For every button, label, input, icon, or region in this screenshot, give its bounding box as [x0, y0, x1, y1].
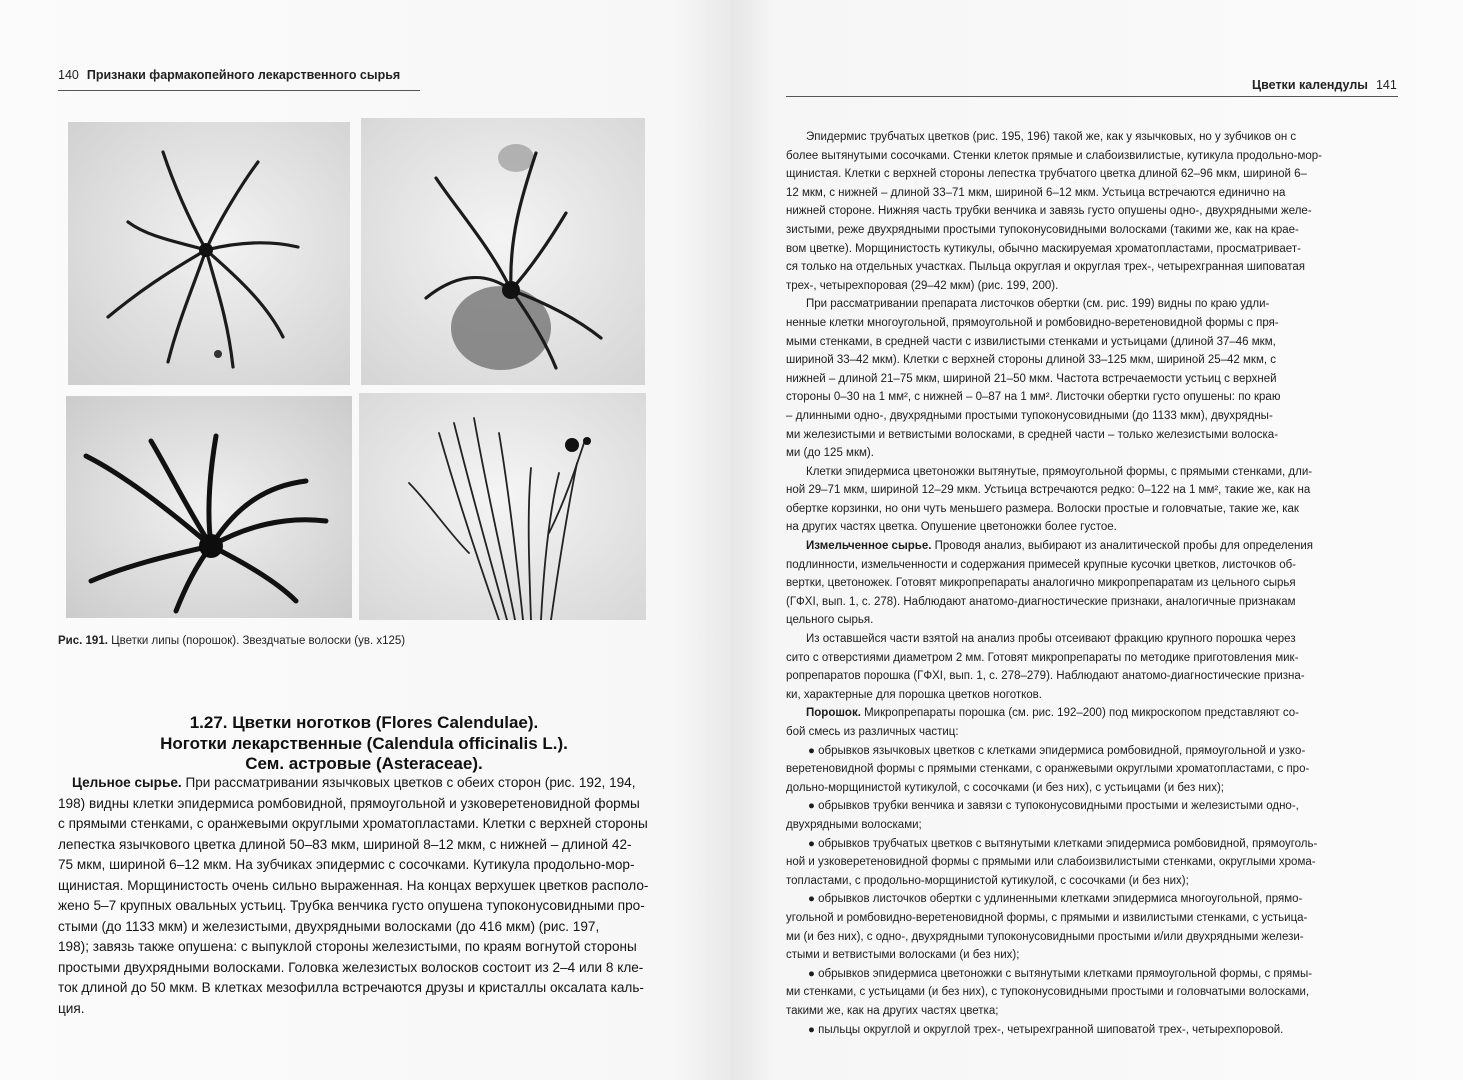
left-running-head: [58, 68, 400, 82]
line-text: стороны 0–30 на 1 мм², с нижней – 0–87 на 1 мм². Листочки обертки густо опушены: по краю: [786, 391, 1281, 404]
line-text: ● обрывков трубки венчика и завязи с тупоконусовидными простыми и железистыми одно-,: [808, 800, 1299, 813]
right-paragraph-line: [786, 742, 1398, 761]
right-header-rule: [786, 96, 1398, 97]
micrograph-star-hair-1: [68, 122, 350, 385]
line-text: При рассматривании препарата листочков обертки (см. рис. 199) видны по краю удли-: [806, 298, 1270, 311]
paragraph-line: простыми двухрядными волосками. Головка железистых волосков состоит из 2–4 или 8 кле-: [58, 959, 644, 975]
line-text: стыми и ветвистыми волосками (и без них);: [786, 949, 1020, 962]
line-text: на других частях цветка. Опушение цветоножки более густое.: [786, 521, 1117, 534]
micrograph-star-hair-2: [361, 118, 645, 385]
section-label: Измельченное сырье.: [806, 540, 932, 553]
line-text: ной 29–71 мкм, шириной 12–29 мкм. Устьица встречаются редко: 0–122 на 1 мм², такие же, как на: [786, 484, 1311, 497]
line-text: Микропрепараты порошка (см. рис. 192–200) под микроскопом представляют со-: [860, 707, 1299, 720]
right-paragraph-line: [786, 258, 1398, 277]
line-text: бой смесь из различных частиц:: [786, 726, 959, 738]
line-text: шириной 33–42 мкм). Клетки с верхней стороны длиной 33–125 мкм, шириной 25–42 мкм, с: [786, 354, 1277, 367]
line-text: ми (до 125 мкм).: [786, 447, 874, 460]
line-text: нижней стороне. Нижняя часть трубки венчика и завязь густо опушены одно-, двухрядными желе-: [786, 205, 1312, 218]
right-page-number: 141: [1375, 78, 1397, 92]
figure-caption: [58, 635, 405, 647]
line-text: вом цветке). Морщинистость кутикулы, обычно маскируемая хроматопластами, просматривает-: [786, 242, 1301, 255]
right-paragraph-line: [786, 872, 1398, 891]
right-paragraph-line: [786, 797, 1398, 816]
right-paragraph-line: [786, 723, 1398, 742]
line-text: ● обрывков листочков обертки с удлиненными клетками эпидермиса многоугольной, прямо-: [808, 893, 1303, 906]
paragraph-line: стыми (до 1133 мкм) и железистыми, двухрядными волосками (до 416 мкм) (рис. 197,: [58, 918, 600, 934]
line-text: Проводя анализ, выбирают из аналитической пробы для определения: [931, 540, 1313, 553]
right-paragraph-line: [786, 556, 1398, 575]
line-text: (ГФХI, вып. 1, с. 278). Наблюдают анатомо-диагностические признаки, аналогичные признакам: [786, 595, 1296, 608]
right-running-head-text: Цветки календулы: [1252, 78, 1368, 92]
left-header-rule: [58, 90, 420, 91]
right-paragraph-line: [786, 407, 1398, 426]
right-paragraph-line: [786, 686, 1398, 705]
figure-caption-label: Рис. 191.: [58, 635, 108, 647]
paragraph-line: 198); завязь также опушена: с выпуклой стороны железистыми, по краям вогнутой стороны: [58, 939, 637, 954]
right-paragraph-line: [786, 630, 1398, 649]
section-title-line: Ноготки лекарственные (Calendula officinalis L.).: [160, 733, 568, 753]
line-text: ми (и без них), с одно-, двухрядными тупоконусовидными простыми и/или двухрядными желези-: [786, 930, 1304, 943]
paragraph-line: жено 5–7 крупных овальных устьиц. Трубка венчика густо опушена тупоконусовидными про-: [58, 898, 645, 913]
right-paragraph-line: [786, 779, 1398, 798]
right-paragraph-line: [786, 500, 1398, 519]
right-paragraph-line: [786, 444, 1398, 463]
right-paragraph-line: [786, 890, 1398, 909]
line-text: Клетки эпидермиса цветоножки вытянутые, прямоугольной формы, с прямыми стенками, дли-: [806, 465, 1313, 478]
right-paragraph-line: [786, 574, 1398, 593]
line-text: зистыми, реже двухрядными простыми тупоконусовидными волосками (такими же, как на крае-: [786, 223, 1299, 236]
line-text: угольной и ромбовидно-веретеновидной формы, с прямыми и извилистыми стенками, с устьица-: [786, 911, 1308, 924]
line-text: нижней – длиной 21–75 мкм, шириной 21–50 мкм. Частота встречаемости устьиц с верхней: [786, 372, 1277, 385]
section-title-line: Сем. астровые (Asteraceae).: [245, 754, 483, 773]
right-paragraph-line: [786, 463, 1398, 482]
line-text: Из оставшейся части взятой на анализ пробы отсеивают фракцию крупного порошка через: [806, 633, 1296, 646]
line-text: ми железистыми и ветвистыми волосками, в средней части – только железистыми волоска-: [786, 428, 1279, 441]
line-text: ми стенками, с устьицами (и без них), с тупоконусовидными простыми и головчатыми волосками,: [786, 986, 1310, 999]
line-text: такими же, как на других частях цветка;: [786, 1004, 999, 1017]
line-text: 12 мкм, с нижней – длиной 33–71 мкм, шириной 6–12 мкм. Устьица встречаются единично на: [786, 186, 1286, 199]
right-paragraph-line: [786, 1002, 1398, 1021]
right-paragraph-line: [786, 835, 1398, 854]
whole-raw-label: Цельное сырье.: [72, 775, 182, 790]
line-text: ропрепаратов порошка (ГФХI, вып. 1, с. 278–279). Наблюдают анатомо-диагностические призна-: [786, 670, 1305, 683]
line-text: подлинности, измельченности и содержания примесей крупные кусочки цветков, листочков об-: [786, 558, 1297, 571]
right-page-body: [786, 128, 1398, 1039]
paragraph-line: щинистая. Морщинистость очень сильно выраженная. На концах верхушек цветков располо-: [58, 877, 649, 893]
whole-raw-paragraph: [58, 773, 670, 1019]
section-title-line: 1.27. Цветки ноготков (Flores Calendulae).: [189, 713, 539, 732]
right-paragraph-line: [786, 909, 1398, 928]
paragraph-line: ция.: [58, 1000, 85, 1016]
right-paragraph-line: [786, 314, 1398, 333]
line-text: более вытянутыми сосочками. Стенки клеток прямые и слабоизвилистые, кутикула продольно-мор-: [786, 149, 1322, 162]
right-paragraph-line: [786, 351, 1398, 370]
line-text: дольно-морщинистой кутикулой, с сосочками (и без них), с устьицами (и без них);: [786, 781, 1224, 794]
right-paragraph-line: [786, 816, 1398, 835]
line-text: веретеновидной формы с прямыми стенками, с оранжевыми округлыми хроматопластами, с про-: [786, 763, 1310, 776]
right-paragraph-line: [786, 1021, 1398, 1040]
right-paragraph-line: [786, 165, 1398, 184]
right-paragraph-line: [786, 760, 1398, 779]
micrograph-star-hair-3: [66, 396, 352, 618]
right-paragraph-line: [786, 221, 1398, 240]
line-text: ненные клетки многоугольной, прямоугольной и ромбовидно-веретеновидной формы с пря-: [786, 316, 1279, 329]
right-paragraph-line: [786, 277, 1398, 296]
right-paragraph-line: [786, 965, 1398, 984]
right-paragraph-line: [786, 593, 1398, 612]
right-paragraph-line: [786, 667, 1398, 686]
paragraph-line: При рассматривании язычковых цветков с обеих сторон (рис. 192, 194,: [181, 775, 636, 790]
right-paragraph-line: [786, 983, 1398, 1002]
line-text: ной и узковеретеновидной формы с прямыми или слабоизвилистыми стенками, округлыми хрома-: [786, 856, 1316, 869]
right-running-head: [1252, 78, 1397, 92]
right-paragraph-line: [786, 611, 1398, 630]
left-running-head-text: Признаки фармакопейного лекарственного сырья: [86, 68, 401, 82]
right-paragraph-line: [786, 240, 1398, 259]
left-page: [0, 0, 731, 1080]
line-text: Эпидермис трубчатых цветков (рис. 195, 196) такой же, как у язычковых, но у зубчиков он с: [806, 131, 1297, 143]
section-label: Порошок.: [806, 707, 861, 720]
micrograph-star-hair-4: [359, 393, 646, 620]
right-paragraph-line: [786, 128, 1398, 147]
right-paragraph-line: [786, 649, 1398, 668]
line-text: ся только на отдельных участках. Пыльца округлая и округлая трех-, четырехгранная шиповатая: [786, 261, 1305, 274]
right-paragraph-line: [786, 295, 1398, 314]
right-paragraph-line: [786, 202, 1398, 221]
right-paragraph-line: [786, 928, 1398, 947]
line-text: ● обрывков эпидермиса цветоножки с вытянутыми клетками прямоугольной формы, с прямы-: [808, 967, 1313, 980]
right-paragraph-line: [786, 388, 1398, 407]
right-paragraph-line: [786, 481, 1398, 500]
right-paragraph-line: [786, 704, 1398, 723]
paragraph-line: 198) видны клетки эпидермиса ромбовидной, прямоугольной и узковеретеновидной формы: [58, 795, 640, 811]
line-text: щинистая. Клетки с верхней стороны лепестка трубчатого цветка длиной 62–96 мкм, шириной 6–: [786, 168, 1307, 181]
line-text: мыми стенками, в средней части с извилистыми стенками и устьицами (длиной 37–46 мкм,: [786, 335, 1276, 348]
left-page-number: 140: [58, 68, 79, 82]
line-text: ● обрывков трубчатых цветков с вытянутыми клетками эпидермиса ромбовидной, прямоуголь-: [808, 837, 1318, 850]
line-text: обертке корзинки, но они чуть меньшего размера. Волоски простые и головчатые, такие же, как: [786, 502, 1299, 515]
right-paragraph-line: [786, 853, 1398, 872]
line-text: двухрядными волосками;: [786, 818, 922, 831]
right-paragraph-line: [786, 333, 1398, 352]
line-text: трех-, четырехпоровая (29–42 мкм) (рис. 199, 200).: [786, 279, 1059, 292]
right-paragraph-line: [786, 537, 1398, 556]
right-paragraph-line: [786, 518, 1398, 537]
right-paragraph-line: [786, 147, 1398, 166]
right-paragraph-line: [786, 370, 1398, 389]
paragraph-line: ток длиной до 50 мкм. В клетках мезофилла встречаются друзы и кристаллы оксалата каль-: [58, 980, 644, 995]
paragraph-line: 75 мкм, шириной 6–12 мкм. На зубчиках эпидермис с сосочками. Кутикула продольно-мор-: [58, 857, 635, 872]
line-text: вертки, цветоножек. Готовят микропрепараты аналогично микропрепаратам из цельного сырья: [786, 577, 1296, 590]
paragraph-line: с прямыми стенками, с оранжевыми округлыми хроматопластами. Клетки с верхней стороны: [58, 816, 648, 831]
line-text: ки, характерные для порошка цветков ноготков.: [786, 688, 1042, 701]
right-paragraph-line: [786, 946, 1398, 965]
line-text: ● пыльцы округлой и округлой трех-, четырехгранной шиповатой трех-, четырехпоровой.: [808, 1023, 1284, 1036]
figure-caption-text: Цветки липы (порошок). Звездчатые волоски (ув. х125): [107, 635, 406, 647]
right-paragraph-line: [786, 184, 1398, 203]
line-text: сито с отверстиями диаметром 2 мм. Готовят микропрепараты по методике приготовления мик-: [786, 651, 1299, 664]
line-text: топластами, с продольно-морщинистой кутикулой, с сосочками (и без них);: [786, 874, 1189, 887]
section-title: [58, 713, 670, 775]
paragraph-line: лепестка язычкового цветка длиной 50–83 мкм, шириной 8–12 мкм, с нижней – длиной 42-: [58, 836, 632, 852]
right-paragraph-line: [786, 426, 1398, 445]
line-text: цельного сырья.: [786, 614, 874, 627]
line-text: – длинными одно-, двухрядными простыми тупоконусовидными (до 1133 мкм), двухрядны-: [786, 409, 1273, 422]
line-text: ● обрывков язычковых цветков с клетками эпидермиса ромбовидной, прямоугольной и узко-: [808, 744, 1306, 757]
